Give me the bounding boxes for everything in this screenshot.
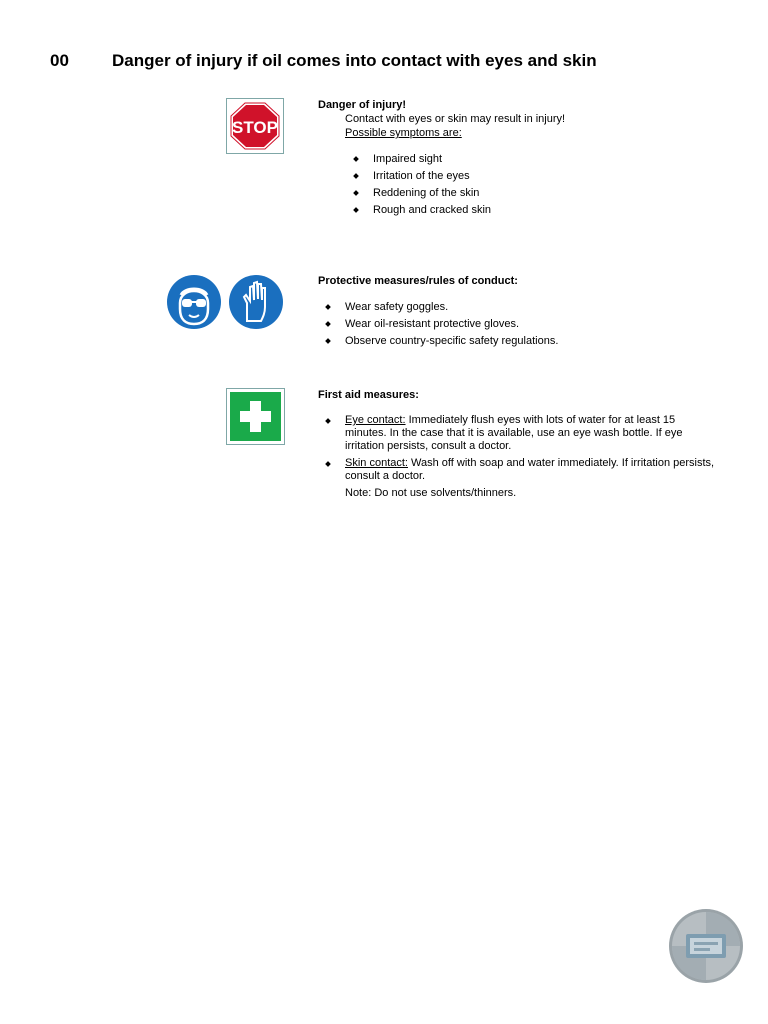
protective-list — [318, 300, 718, 351]
list-item: Wear safety goggles. — [318, 300, 718, 317]
list-item: Observe country-specific safety regulations. — [318, 334, 718, 351]
first-aid-section — [318, 388, 718, 500]
section-number: 00 — [50, 51, 69, 70]
eye-contact-label: Eye contact: — [345, 414, 406, 426]
list-item: Reddening of the skin — [318, 186, 718, 203]
danger-title: Danger of injury! — [318, 99, 407, 111]
protective-title: Protective measures/rules of conduct: — [318, 275, 518, 287]
protective-gloves-icon — [227, 273, 285, 331]
page-title: Danger of injury if oil comes into contact with eyes and skin — [112, 51, 597, 70]
list-item: Rough and cracked skin — [318, 203, 718, 220]
stop-sign-text: STOP — [232, 118, 278, 137]
first-aid-cross-icon — [226, 388, 285, 445]
list-item — [318, 457, 718, 483]
symptoms-label: Possible symptoms are: — [345, 127, 462, 139]
watermark-logo-icon — [668, 908, 744, 984]
skin-contact-label: Skin contact: — [345, 457, 408, 469]
danger-section — [318, 98, 718, 220]
protective-section — [318, 274, 718, 351]
danger-text: Contact with eyes or skin may result in injury! — [345, 113, 566, 125]
stop-sign-icon — [226, 98, 284, 154]
list-item — [318, 414, 718, 453]
first-aid-note: Note: Do not use solvents/thinners. — [345, 487, 517, 499]
first-aid-list — [318, 414, 718, 483]
list-item: Irritation of the eyes — [318, 169, 718, 186]
symptoms-list — [318, 152, 718, 220]
eye-contact-text: Immediately flush eyes with lots of water for at least 15 minutes. In the case that it is available, use an eye wash bottle. If eye irritation persists, consult a doctor. — [345, 414, 683, 452]
list-item: Impaired sight — [318, 152, 718, 169]
safety-goggles-icon — [165, 273, 223, 331]
list-item: Wear oil-resistant protective gloves. — [318, 317, 718, 334]
first-aid-title: First aid measures: — [318, 389, 419, 401]
skin-contact-text: Wash off with soap and water immediately. If irritation persists, consult a doctor. — [345, 457, 715, 482]
